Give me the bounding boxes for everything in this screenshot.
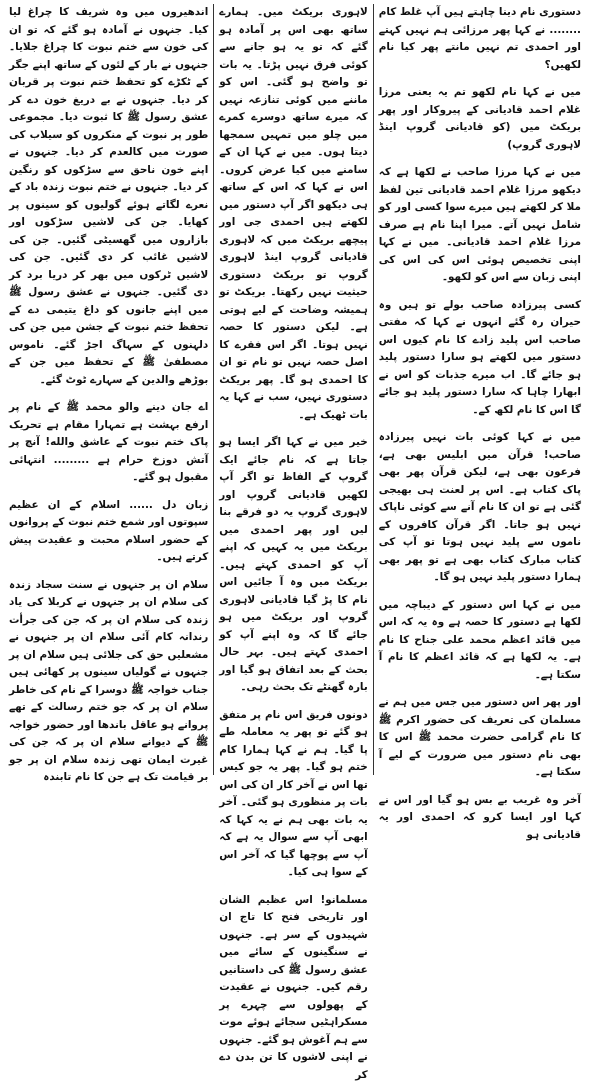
paragraph: میں نے کہا اس دستور کے دیباچہ میں لکھا ہے دستور کا حصہ ہے وہ یہ کہ اس میں قائد اعظم محمد علی جناح کا نام ہے۔ یہ لکھا ہے کہ قائد اعظم کا نام آ سکتا ہے۔	[379, 597, 581, 685]
paragraph: آخر وہ غریب بے بس ہو گیا اور اس نے کہا اور ایسا کرو کہ احمدی اور یہ قادیانی ہو	[379, 792, 581, 845]
paragraph: اندھیروں میں وہ شریف کا چراغ لیا کیا۔ جنہوں نے آمادہ ہو گئے کہ تو ان کی خون سے ختم نبوت کا چراغ جلایا۔ جنہوں نے بار کے لئوں کے ساتھ اپنے جگر کے ٹکڑے کو تحفظ ختم نبوت پر قربان کر دیا۔ جنہوں نے بے دریغ خون دے کر عشق رسول ﷺ کا ثبوت دیا۔ مجموعی طور پر نبوت کے منکروں کو سیلاب کی صورت میں کالعدم کر دیا۔ جنہوں نے اپنے خون ناحق سے سڑکوں کو رنگین کر دیا۔ جنہوں نے ختم نبوت زندہ باد کے نعرے لگاتے ہوئے گولیوں کو سینوں پر کھایا۔ جن کی لاشیں سڑکوں اور بازاروں میں گھسیٹی گئیں۔ جن کی لاشیں غائب کر دی گئیں۔ جن کی لاشیں ٹرکوں میں بھر کر دریا برد کر دی گئیں۔ جنہوں نے عشق رسول ﷺ میں اپنے جانوں کو داغ یتیمی دے کے تحفظ ختم نبوت کے جشن میں جن کی دلہنوں کے سہاگ اجڑ گئے۔ ناموس مصطفیٰ ﷺ کے تحفظ میں جن کے بوڑھے والدین کے سہارے ٹوٹ گئے۔	[9, 4, 208, 389]
paragraph: سلام ان پر جنہوں نے سنت سجاد زندہ کی سلام ان پر جنہوں نے کربلا کی یاد زندہ کی سلام ان پر کہ جن کی جرأت رندانہ کام آئی سلام ان پر جنہوں نے مشعلیں حق کی جلائی ہیں سلام ان پر جنہوں نے گولیاں سینوں پر کھائی ہیں جناب خواجہ ﷺ دوسرا کے نام کی خاطر سلام ان پر کہ جو ختم رسالت کے تھے پروانے ہو عاقل باندھا اور حضور خواجہ ﷺ کے دیوانے سلام ان پر کہ جن کی غیرت ایمان تھی زندہ سلام ان پر جو بر قیامت تک ہے جن کا نام تابندہ	[9, 577, 208, 787]
paragraph: میں نے کہا کوئی بات نہیں پیرزادہ صاحب! قرآن میں ابلیس بھی ہے، فرعون بھی ہے، لیکن قرآن پھر بھی پاک کتاب ہے۔ اس پر لعنت ہی بھیجی گئی ہے تو ان کا نام آنے سے کوئی ناپاک نہیں ہو جاتا۔ اگر قرآن کافروں کے ناموں سے پلید نہیں ہوتا تو آپ کی کتاب مبارک کتاب بھی ہے تو پھر بھی ہمارا دستور پلید نہیں ہو گا۔	[379, 429, 581, 587]
column-middle	[214, 4, 372, 775]
paragraph: لاہوری بریکٹ میں۔ ہمارے ساتھ بھی اس پر آمادہ ہو گئے کہ تو یہ ہو جانے سے کوئی فرق نہیں پڑتا۔ یہ بات تو واضح ہو گئی۔ اس کو ماننے میں کوئی تنازعہ نہیں کہ میرے ساتھ دوسرے کمرے میں چلو میں تمہیں سمجھا دیتا ہوں۔ میں نے کہا ان کے سامنے میں کیا عرض کروں۔ اس نے کہا کہ اس کے ساتھ ہی دیکھو اگر آپ دستور میں لکھتے ہیں احمدی جی اور پیچھے بریکٹ میں کہ لاہوری قادیانی گروپ اینڈ لاہوری گروپ تو بریکٹ دستوری حیثیت نہیں رکھتا۔ بریکٹ تو ہمیشہ وضاحت کے لیے ہوتی ہے۔ لیکن دستور کا حصہ نہیں ہوتا۔ اگر اس فقرے کا اصل حصہ نہیں تو نام تو ان کا احمدی ہو گا۔ پھر بریکٹ دستوری نہیں، سب نے کہا یہ بات ٹھیک ہے۔	[219, 4, 367, 424]
paragraph: خیر میں نے کہا اگر ایسا ہو جاتا ہے کہ نام جائے ایک گروپ کے الفاظ تو اگر آپ لکھیں قادیانی گروپ اور لاہوری گروپ یہ دو فرقے بنا لیں اور پھر احمدی میں بریکٹ میں یہ کہیں کہ اپنے آپ کو احمدی کہتے ہیں۔ بریکٹ میں وہ آ جائیں اس نام کا پڑ گیا قادیانی لاہوری گروپ اور بریکٹ میں ہو جائے گا کہ وہ اپنے آپ کو احمدی کہتے ہیں۔ بہر حال بحث کے بعد اتفاق ہو گیا اور بارہ گھنٹے تک بحث رہی۔	[219, 434, 367, 697]
column-left	[4, 4, 213, 775]
paragraph: دونوں فریق اس نام پر متفق ہو گئے تو پھر یہ معاملہ طے پا گیا۔ ہم نے کہا ہمارا کام ختم ہو گیا۔ پھر یہ جو کیس تھا اس نے آخر کار ان کی اس بات پر منظوری ہو گئی۔ آخر یہ بات بھی ہم نے یہ کہا کہ ابھی آپ سے سوال یہ ہے کہ آپ سے پوچھا گیا کہ آخر اس کے سوا ہی کیا۔	[219, 707, 367, 882]
paragraph: دستوری نام دینا چاہتے ہیں آپ غلط کام ........ نے کہا پھر مرزائی ہم نہیں کہتے اور احمدی تم نہیں مانتے پھر کیا نام لکھیں؟	[379, 4, 581, 74]
paragraph: کسی پیرزادہ صاحب بولے تو ہیں وہ حیران رہ گئے انہوں نے کہا کہ مفتی صاحب اس پلید زادے کا نام کیوں اس دستور میں لکھتے ہو سارا دستور پلید ہو جائے گا۔ اب میرے جذبات کو اس نے ابھارا چاہا کہ سارا دستور پلید ہو جائے گا اس کا نام لکھ کے۔	[379, 297, 581, 420]
paragraph: اے جان دینے والو محمد ﷺ کے نام پر ارفع بہشت ہے تمہارا مقام ہے تحریک پاک ختم نبوت کے عاشق والله! آنچ پر آتش دوزخ حرام ہے ......... انتہائی مقبول ہو گئے۔	[9, 399, 208, 487]
paragraph: میں نے کہا نام لکھو تم یہ یعنی مرزا غلام احمد قادیانی کے پیروکار اور پھر بریکٹ میں (کو قادیانی گروپ اینڈ لاہوری گروپ)	[379, 84, 581, 154]
paragraph: میں نے کہا مرزا صاحب نے لکھا ہے کہ دیکھو مرزا غلام احمد قادیانی تین لفظ ملا کر لکھتے ہیں میرے سوا کسی اور کو شامل نہیں آتے۔ میرا اپنا نام ہے صرف مرزا غلام احمد قادیانی۔ میں نے کہا اپنی تخصیص ہوئی اس کی اس کی اپنی زبان سے اس کو لکھو۔	[379, 164, 581, 287]
column-right	[374, 4, 586, 775]
paragraph: زبان دل ...... اسلام کے ان عظیم سپوتوں اور شمع ختم نبوت کے پروانوں کے حضور اسلام محبت و عقیدت پیش کرتے ہیں۔	[9, 497, 208, 567]
paragraph: مسلمانو! اس عظیم الشان اور تاریخی فتح کا تاج ان شہیدوں کے سر ہے۔ جنہوں نے سنگینوں کے سائے میں عشق رسول ﷺ کی داستانیں رقم کیں۔ جنہوں نے عقیدت کے پھولوں سے چہرے پر مسکراہٹیں سجائے ہوئے موت سے ہم آغوش ہو گئے۔ جنہوں نے اپنی لاشوں کا تن بدن دے کر	[219, 892, 367, 1084]
paragraph: اور پھر اس دستور میں جس میں ہم نے مسلمان کی تعریف کی حضور اکرم ﷺ کا نام گرامی حضرت محمد ﷺ اس کا بھی نام دستور میں ضرورت کے لیے آ سکتا ہے۔	[379, 694, 581, 782]
